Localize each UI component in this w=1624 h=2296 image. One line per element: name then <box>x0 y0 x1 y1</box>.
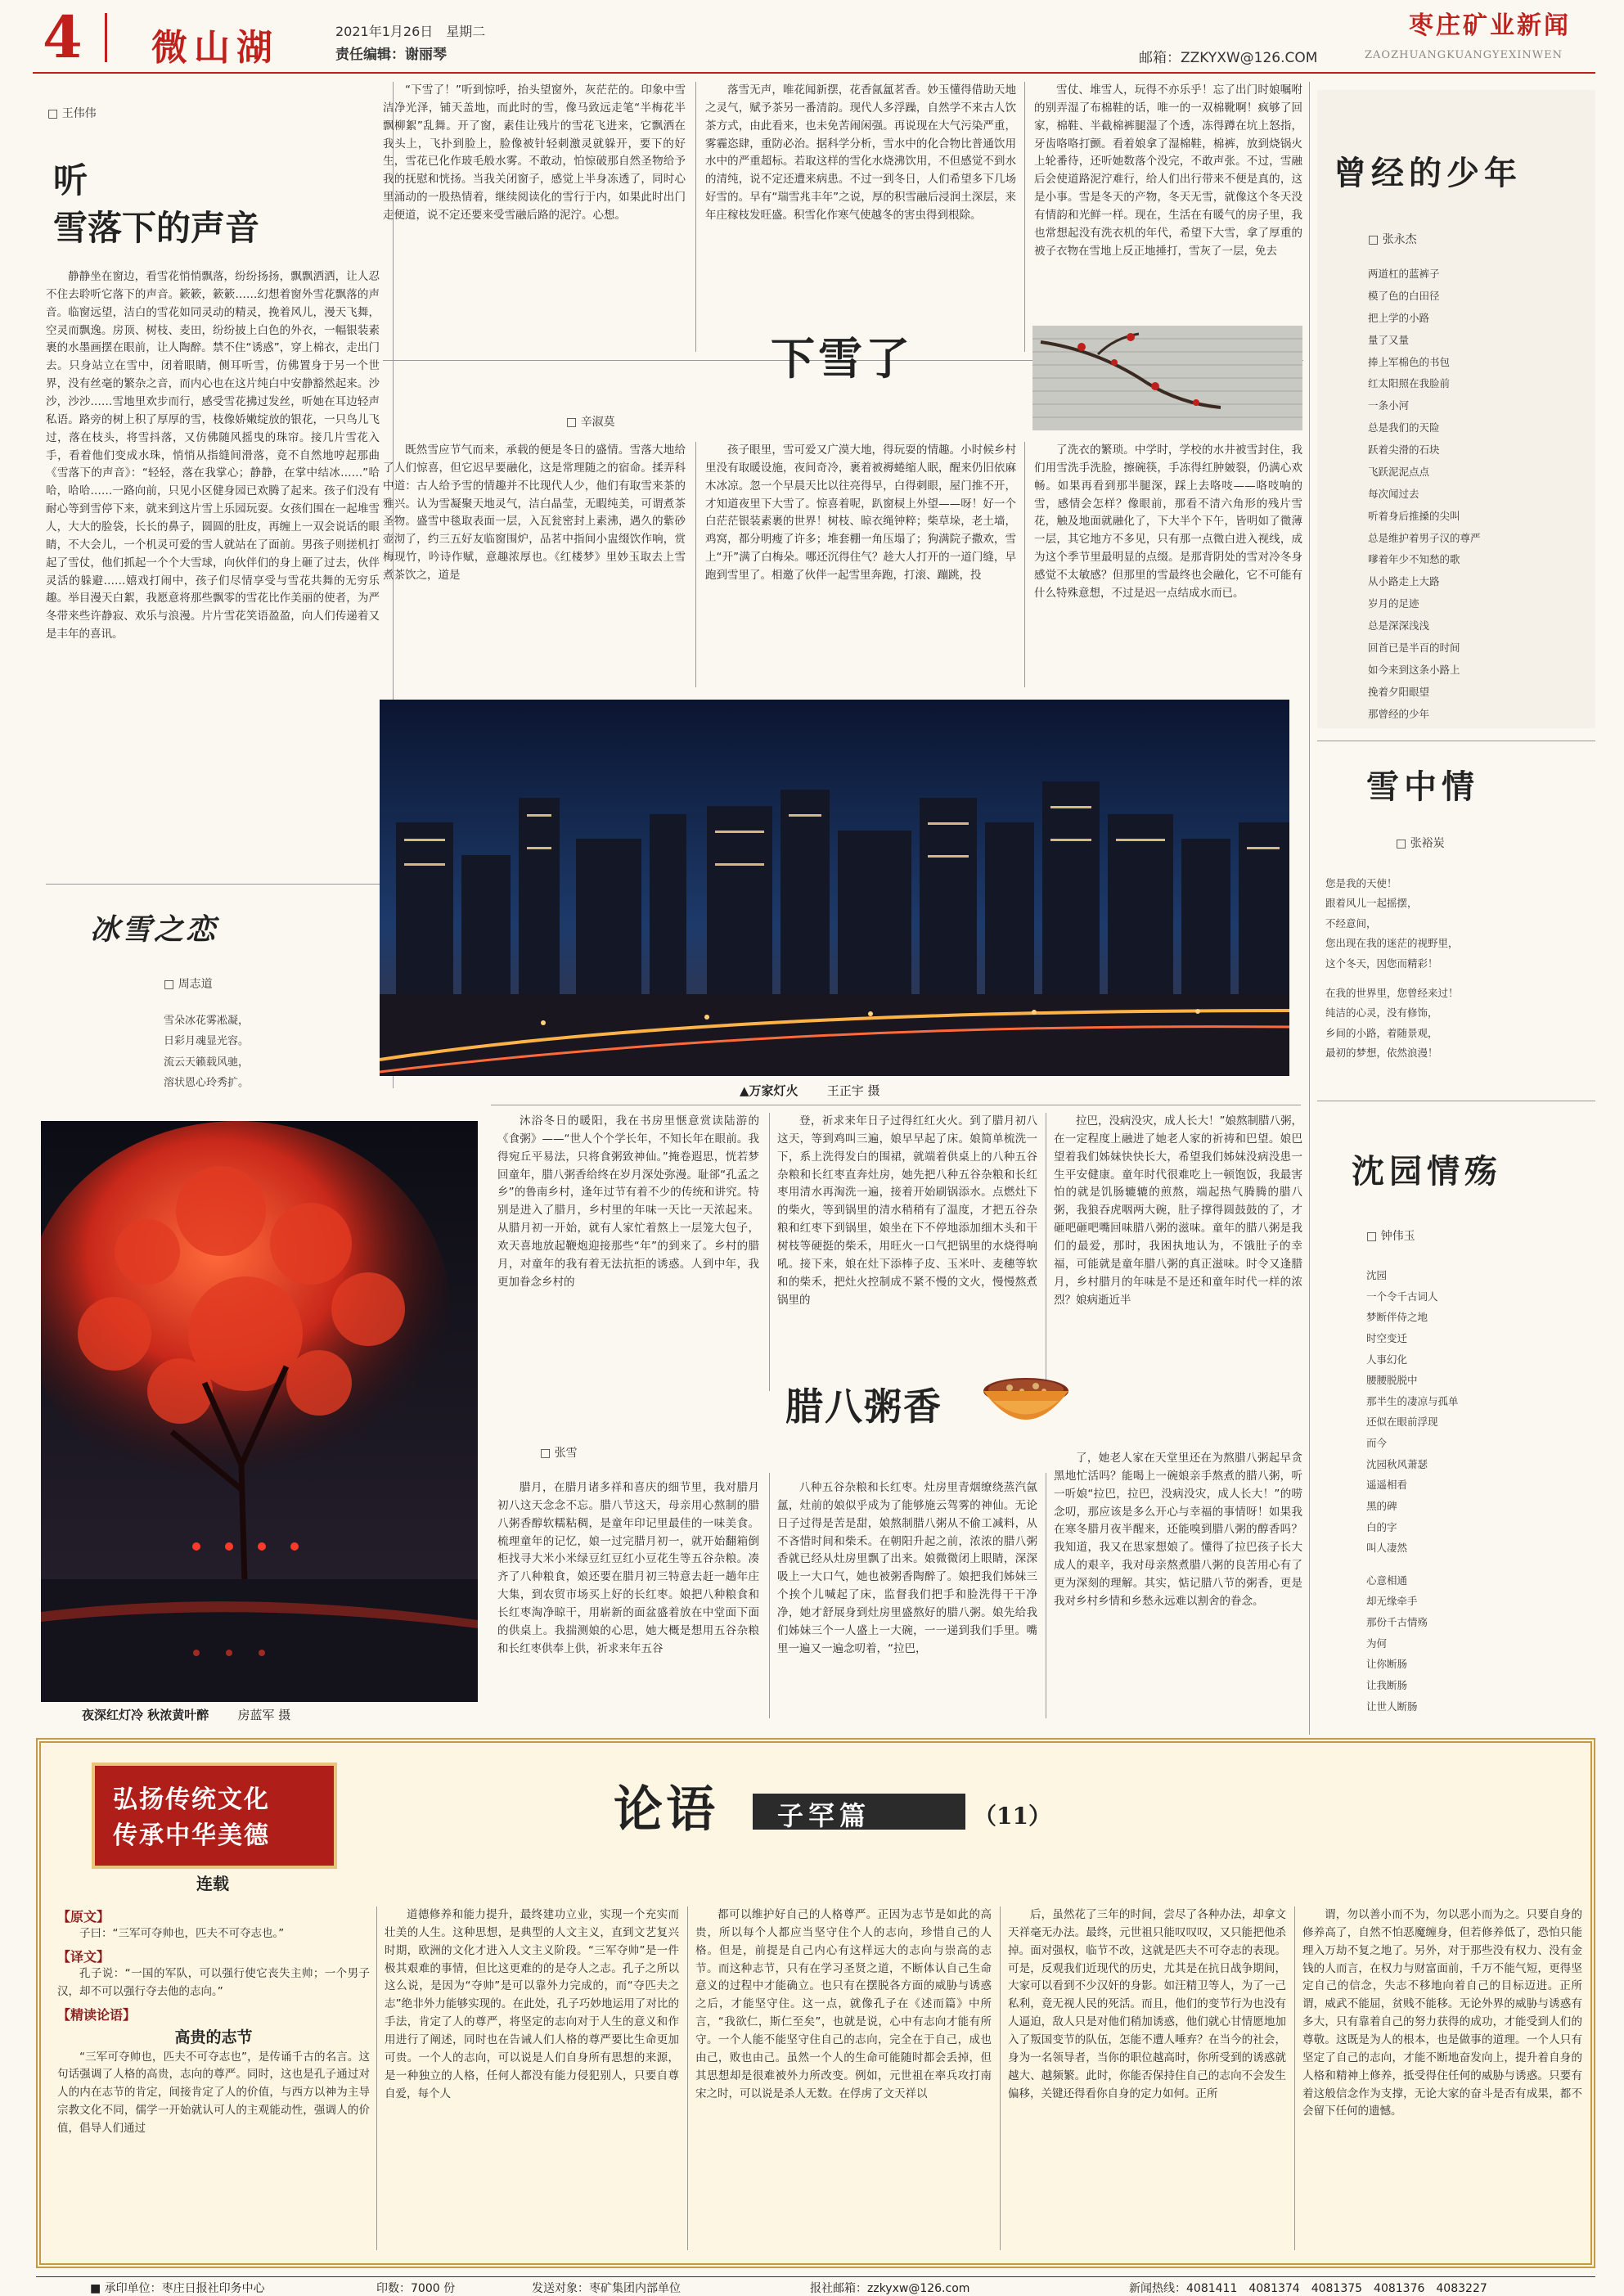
snow-love-lines <box>1325 874 1459 1063</box>
snow-love-line: 纯洁的心灵，没有修饰， <box>1325 1006 1438 1020</box>
youth-line: 总是维护着男子汉的尊严 <box>1368 531 1481 544</box>
ice-snow-poem <box>164 1011 249 1093</box>
youth-line: 从小路走上大路 <box>1368 575 1440 588</box>
banner-line-2: 传承中华美德 <box>113 1821 270 1850</box>
section-title: 微山湖 <box>151 27 279 69</box>
laba-col-6 <box>1054 1450 1302 1718</box>
footer-distributor: 发送对象：枣矿集团内部单位 <box>532 2282 681 2295</box>
yiwen-text: 孔子说：“一国的军队，可以强行使它丧失主帅；一个男子汉，却不可以强行夺去他的志向。” <box>57 1966 370 1998</box>
ice-snow-line: 流云天籁载风驰， <box>164 1056 250 1069</box>
shenyuan-line: 却无缘牵手 <box>1366 1595 1418 1608</box>
top-col-divider-2 <box>1024 82 1025 352</box>
shenyuan-line: 那半生的凄凉与孤单 <box>1366 1394 1459 1407</box>
porridge-bowl-image <box>977 1358 1075 1440</box>
snow-love-line: 您是我的天使！ <box>1325 877 1397 889</box>
city-photographer: 王正宇 摄 <box>826 1083 880 1098</box>
lunyu-col-2 <box>385 1907 679 2250</box>
footer <box>0 2280 1624 2296</box>
shenyuan-author: □ 钟伟玉 <box>1366 1227 1415 1244</box>
footer-email: 报社邮箱：zzkyxw@126.com <box>810 2282 970 2295</box>
snow-sound-text: 静静坐在窗边，看雪花悄悄飘落，纷纷扬扬，飘飘洒洒，让人忍不住去聆听它落下的声音。簌簌，簌簌……幻想着窗外雪花飘落的声音。临窗远望，洁白的雪花如同灵动的精灵，挽着风儿，漫天飞舞，空灵而飘逸。房顶、树枝、麦田，纷纷披上白色的外衣，一幅银装素裹的水墨画摆在眼前，让人陶醉。禁不住“诱惑”，穿上棉衣，走出门去。只身站立在雪中，闭着眼睛，侧耳听雪，仿佛置身于另一个世界，没有丝毫的繁杂之音，而内心也在这片纯白中安静豁然起来。沙沙，沙沙……雪地里欢步而行，感受雪花拂过发丝，听她在耳边轻声私语。路旁的树上积了厚厚的雪，枝像娇嫩绽放的银花，一只鸟儿飞过，落在枝头，将雪抖落，又仿佛随风摇曳的珠帘。接几片雪花入手，看着他们变成水珠，悄悄从指缝间滑落，竟不自然地哼起那曲《雪落下的声音》：“轻轻，落在我掌心；静静，在掌中结冰……”哈哈，哈哈……一路向前，只见小区健身园已欢腾了起来。孩子们没有耐心等到雪停下来，就来到这片雪上乐园玩耍。女孩们围在一起堆雪人，大大的脸袋，长长的鼻子，圆圆的肚皮，再缠上一双会说话的眼睛，不大会儿，一个机灵可爱的雪人就站在了面前。男孩子则搓机打起了雪仗，他们抓起一个个大雪球，向伙伴们的身上砸了过去，伙伴灵活的躲避……嬉戏打闹中，孩子们尽情享受与雪花共舞的无穷乐趣。举目漫天白絮，我愿意将那些飘零的雪花比作美丽的使者，为严冬带来些许静寂、欢乐与浪漫。片片雪花笑语盈盈，向人们传递着又是丰年的喜讯。 <box>46 270 380 642</box>
lunyu-text-2: 道德修养和能力提升，最终建功立业，实现一个充实而壮美的人生。这种思想，是典型的人文主义，直到文艺复兴时期，欧洲的文化才进入人文主义阶段。“三军夺帅”是一件极其艰难的事情，但比这更难的的是夺人之志。孔子之所以这么说，是因为“夺帅”是可以靠外力完成的，而“夺匹夫之志”绝非外力能够实现的。在此处，孔子巧妙地运用了对比的手法，肯定了人的尊严，将坚定的志向对于人生的意义和作用进行了阐述，同时也在告诫人们人格的尊严要比生命更加可贵。一个人的志向，可以说是人们自身所有思想的来源，是一种独立的人格，任何人都没有能力侵犯别人，只要自尊自爱，每个人 <box>385 1908 679 2100</box>
yiwen-label: 【译文】 <box>57 1948 110 1965</box>
youth-line: 红太阳照在我脸前 <box>1368 377 1451 390</box>
ice-snow-line: 溶状恩心玲秀扩。 <box>164 1077 250 1090</box>
laba-col-3 <box>1054 1113 1302 1399</box>
lunyu-col-5 <box>1302 1907 1582 2250</box>
issue-date: 2021年1月26日 星期二 <box>335 24 486 39</box>
red-tree-image <box>41 1121 478 1702</box>
youth-author: □ 张永杰 <box>1368 231 1417 247</box>
top-col3-text: 落雪无声，唯花闻新摆，花香氤氲茗香。妙玉懂得借助天地之灵气，赋予茶另一番清韵。现代人多浮躁，自然学不来古人饮茶方式，由此看来，也未免苦闹闲强。再说现在大气污染严重，雾霾恣肆，重防必治。据科学分析，雪水中的化合物比普通饮用水中的严重超标。若取这样的雪化水烧沸饮用，不但感觉不到水的清纯，说不定还遭来病患。不过一到冬日，人们希望多下几场好雪的。早有“瑞雪兆丰年”之说，厚的积雪融后浸润土深层，来年庄稼枝发旺盛。积雪化作寒气使越冬的害虫得到根除。 <box>705 83 1016 223</box>
top-col4 <box>1034 82 1302 356</box>
shenyuan-line: 人事幻化 <box>1366 1353 1408 1366</box>
shenyuan-line: 遥遥相看 <box>1366 1479 1408 1492</box>
red-tree-photo <box>41 1121 478 1702</box>
ice-snow-author: □ 周志道 <box>164 975 213 992</box>
youth-line: 一条小河 <box>1368 399 1410 412</box>
shenyuan-title: 沈园情殇 <box>1352 1152 1502 1191</box>
paper-email: 邮箱：ZZKYXW@126.COM <box>1139 50 1318 66</box>
city-night-photo <box>380 700 1289 1076</box>
red-tree-photographer: 房蓝军 摄 <box>237 1708 291 1722</box>
youth-line: 两道杠的蓝裤子 <box>1368 268 1440 280</box>
youth-line: 飞跃泥泥点点 <box>1368 465 1430 478</box>
porridge-bowl-icon <box>977 1358 1075 1440</box>
snow-love-title: 雪中情 <box>1366 768 1479 806</box>
lunyu-banner <box>92 1763 337 1869</box>
lunyu-chapter-tag <box>753 1794 965 1830</box>
snow-love-line: 您出现在我的迷茫的视野里， <box>1325 937 1459 950</box>
shenyuan-line: 为何 <box>1366 1636 1388 1650</box>
youth-poem-lines <box>1368 263 1481 725</box>
lunyu-serial-label: 连载 <box>196 1874 229 1893</box>
shenyuan-line: 梦断伴侍之地 <box>1366 1311 1428 1324</box>
ice-snow-line: 日彩月魂显光容。 <box>164 1035 250 1048</box>
footer-print-count: 印数：7000 份 <box>376 2282 456 2295</box>
paper-pinyin: ZAOZHUANGKUANGYEXINWEN <box>1365 49 1563 61</box>
yuanwen-label: 【原文】 <box>57 1909 110 1925</box>
lunyu-divider-3 <box>1000 1907 1001 2250</box>
yuanwen-text: 子曰：“三军可夺帅也，匹夫不可夺志也。” <box>79 1927 285 1940</box>
snow-love-author: □ 张裕炭 <box>1396 835 1445 851</box>
lunyu-text-4: 后，虽然花了三年的时间，尝尽了各种办法，却拿文天祥毫无办法。最终，元世祖只能叹叹叹，又只能把他杀掉。面对强权，临节不改，这就是匹夫不可夺志的表现。可是，反观我们近现代的历史，尤其是在抗日战争期间，大家可以看到不少汉奸的身影。如汪精卫等人，为了一己私利，竟无视人民的死活。而且，他们的变节行为也没有人逼迫，敌人只是对他们稍加诱惑，他们就心甘情愿地加入了叛国变节的队伍，怎能不遭人唾弃？在当今的社会，身为一名领导者，当你的职位越高时，你所受到的诱惑就越大、越频繁。此时，你能否保持住自己的志向不会发生偏移，关键还得看你自身的定力如何。正所 <box>1008 1908 1286 2100</box>
city-caption <box>740 1082 880 1099</box>
shenyuan-line: 还似在眼前浮现 <box>1366 1416 1438 1429</box>
jingdu-label: 【精读论语】 <box>57 2006 137 2023</box>
ice-snow-title: 冰雪之恋 <box>90 912 218 947</box>
shenyuan-line: 叫人凄然 <box>1366 1542 1408 1555</box>
shenyuan-line <box>1366 1559 1459 1570</box>
col1-rule <box>46 884 380 885</box>
ice-snow-line: 雪朵冰花雾凇凝， <box>164 1015 250 1027</box>
snow-love-line: 不经意间， <box>1325 916 1377 930</box>
footer-phones: 新闻热线：4081411 4081374 4081375 4081376 4083227 <box>1129 2282 1487 2295</box>
masthead-rule <box>33 72 1595 74</box>
right-col-divider <box>1309 82 1310 1735</box>
shenyuan-line: 让你断肠 <box>1366 1658 1408 1671</box>
red-tree-caption <box>82 1706 290 1723</box>
lunyu-col-1 <box>57 1907 370 2196</box>
snowing-author: □ 辛淑莫 <box>566 413 615 430</box>
youth-line: 回首已是半百的时间 <box>1368 641 1460 654</box>
page-number: 4 <box>43 3 83 71</box>
shenyuan-line: 让世人断肠 <box>1366 1699 1418 1713</box>
footer-rule <box>36 2276 1595 2277</box>
youth-poem-box <box>1317 90 1595 728</box>
laba-title: 腊八粥香 <box>785 1384 942 1429</box>
snowing-col-left <box>383 442 686 697</box>
youth-line: 总是深深浅浅 <box>1368 619 1430 632</box>
snowing-text-left: 既然雪应节气而来，承载的便是冬日的盛情。雪落大地给了人们惊喜，但它迟早要融化，这是常理随之的宿命。揉弄科中道：古人给予雪的情趣并不比现代人少，他们有取雪来茶的雅兴。认为雪凝聚天地灵气，洁白晶莹，无暇纯美，可谓煮茶圣物。盛雪中毯取表面一层，入瓦瓮密封上素沸，遇久的紫砂壶沏了，约三五好友临窗围炉，品茗中指间小盅缀饮作响，赏梅现竹，吟诗作赋，意趣浓厚也。《红楼梦》里妙玉取去上雪煮茶饮之，道是 <box>383 443 686 583</box>
shenyuan-line: 沈园 <box>1366 1269 1388 1281</box>
shenyuan-line: 黑的碑 <box>1366 1499 1397 1512</box>
top-col2 <box>383 82 686 356</box>
snowing-title: 下雪了 <box>771 332 913 385</box>
shenyuan-line: 一个令千古词人 <box>1366 1290 1438 1303</box>
laba-text-4: 腊月，在腊月诸多祥和喜庆的细节里，我对腊月初八这天念念不忘。腊八节这天，母亲用心熬制的腊八粥香醇软糯粘稠，是童年印记里最佳的一味美食。梳理童年的记忆，娘一过完腊月初一，就开始翻箱倒柜找寻大米小米绿豆红豆红小豆花生等五谷杂粮。凑齐了八种粮食，娘还要在腊月初三特意去赶一趟年庄大集，到农贸市场买上好的长红枣。娘把八种粮食和长红枣淘净晾干，用崭新的面盆盛着放在中堂面下面的供桌上。我揣测娘的心思，她大概是想用五谷杂粮和长红枣供奉上供，祈求来年五谷 <box>497 1481 759 1655</box>
youth-line: 岁月的足迹 <box>1368 597 1419 610</box>
snow-sound-author: □ 王伟伟 <box>47 105 97 121</box>
snowing-col-mid <box>705 442 1016 697</box>
masthead <box>0 0 1624 75</box>
laba-col-1 <box>497 1113 759 1399</box>
snowing-divider-2 <box>1024 442 1025 687</box>
lunyu-col-4 <box>1008 1907 1286 2250</box>
youth-line: 听着身后推搡的尖叫 <box>1368 509 1460 522</box>
youth-line: 挽着夕阳眼望 <box>1368 685 1430 698</box>
laba-text-3: 拉巴，没病没灾，成人长大！”娘熬制腊八粥，在一定程度上融进了她老人家的祈祷和巴望。娘巴望着我们姊妹快快长大，希望我们姊妹没病没患一生平安健康。童年时代很难吃上一顿饱饭，我最害怕的就是饥肠辘辘的煎熬，端起热气腾腾的腊八粥，我狼吞虎咽两大碗，肚子撑得圆鼓鼓的了，才砸吧砸吧嘴回味腊八粥的滋味。童年的腊八粥是我们的最爱，那时，我困执地认为，不饿肚子的幸福，可能就是童年腊八粥的真正滋味。时令又逢腊月，乡村腊月的年味是不是还和童年时代一样的浓烈？娘病逝近半 <box>1054 1114 1302 1307</box>
snow-love-line: 在我的世界里，您曾经来过！ <box>1325 986 1459 999</box>
youth-line: 把上学的小路 <box>1368 311 1430 324</box>
youth-line: 模了色的白田径 <box>1368 289 1440 302</box>
lunyu-subtitle: 高贵的志节 <box>174 2028 253 2046</box>
lunyu-chapter-num: （11） <box>974 1803 1051 1830</box>
brick-wall-plum-image <box>1032 326 1302 430</box>
shenyuan-line: 白的字 <box>1366 1520 1397 1533</box>
snow-sound-title <box>53 157 348 252</box>
laba-col-5 <box>777 1479 1037 1718</box>
shenyuan-line: 让我断肠 <box>1366 1678 1408 1691</box>
lunyu-text-1: “三军可夺帅也，匹夫不可夺志也”，是传诵千古的名言。这句话强调了人格的高贵，志向的尊严。同时，这也是孔子通过对人的内在志节的肯定，间接肯定了人的价值，与西方以神为主导宗教文化不同，儒学一开始就认可人的主观能动性，强调人的价值，倡导人们通过 <box>57 2050 370 2136</box>
lunyu-divider-1 <box>376 1907 377 2250</box>
top-col-divider-1 <box>695 82 696 352</box>
lunyu-text-5: 谓，勿以善小而不为，勿以恶小而为之。只要自身的修养高了，自然不怕恶魔缠身，但若修养低了，恐怕只能理入万劫不复之地了。另外，对于那些没有权力、没有金钱的人而言，在权力与财富面前，千万不能气短，更得坚定自己的信念，失志不移地向着自己的目标迈进。正所谓，威武不能屈，贫贱不能移。无论外界的威胁与诱惑有多大，只有靠着自己的努力获得的成功，才能受到人们的尊敬。这既是为人的根本，也是做事的道理。一个人只有坚定了自己的志向，才能不断地奋发向上，提升着自身的人格和精神上修养，抵受得住任何的威胁与诱惑。只要有着这般信念作为支撑，无论大家的奋斗是否有成果，都不会留下任何的遗憾。 <box>1302 1908 1582 2118</box>
top-col3 <box>705 82 1016 356</box>
laba-divider-3 <box>769 1473 770 1718</box>
youth-line: 每次闻过去 <box>1368 487 1419 500</box>
snow-love-line: 最初的梦想，依然浪漫！ <box>1325 1047 1438 1059</box>
laba-col-4 <box>497 1479 759 1718</box>
youth-line: 总是我们的天险 <box>1368 421 1440 434</box>
snow-love-line: 这个冬天，因您而精彩！ <box>1325 957 1438 970</box>
snow-love-line: 跟着风儿一起摇摆， <box>1325 897 1418 910</box>
youth-line: 捧上军棉色的书包 <box>1368 355 1451 368</box>
shenyuan-lines <box>1366 1265 1459 1717</box>
footer-publisher: ■ 承印单位：枣庄日报社印务中心 <box>90 2282 265 2295</box>
top-col2-text: “下雪了！”听到惊呼，抬头望窗外，灰茫茫的。印象中雪洁净光泽，铺天盖地，而此时的雪，像马致远走笔“半梅花半飘柳絮”乱舞。开了窗，素佳让残片的雪花飞进来，它飘洒在我头上，飞扑到脸上，脸像被针轻刺激灵就躲开，要下的好生，雪花已化作玻毛般水雾。不敢动，怕惊破那自然圣物给予我的抚慰和恍扬。当我关闭窗子，感觉上半身冻透了，同时心里涌动的一股热情着，继续阅读化的雪行于内，如果此时出门走便道，说不定还要来受雪融后路的泥泞。心想。 <box>383 83 686 223</box>
masthead-divider <box>105 13 107 62</box>
editor-credit: 责任编辑：谢丽琴 <box>335 47 447 63</box>
youth-line: 那曾经的少年 <box>1368 707 1430 720</box>
snow-sound-body <box>46 268 380 870</box>
snowing-text-right: 了洗衣的繁琐。中学时，学校的水井被雪封住，我们用雪洗手洗脸，擦碗筷，手冻得红肿皴裂，仍满心欢畅。如果再看到那半腿深，踩上去咯吱——咯吱响的雪，感情会怎样？像眼前，那看不清六角形的残片雪花，触及地面就融化了，下大半个下午，皆明如了微薄一层，其它地方不多见，只有那一点微白进入视线，成为这个季节里最明显的点缀。是那背阴处的雪对冷冬身感觉不太敏感？但那里的雪最终也会融化，它不可能有什么特殊意想，不过是迟一点结成水而已。 <box>1034 443 1302 600</box>
snowing-divider-1 <box>695 442 696 687</box>
shenyuan-line: 而今 <box>1366 1437 1388 1449</box>
snowing-illustration <box>1032 326 1302 430</box>
shenyuan-line: 那份千古情殇 <box>1366 1616 1428 1628</box>
banner-line-1: 弘扬传统文化 <box>113 1785 270 1814</box>
laba-col-2 <box>777 1113 1037 1366</box>
youth-line: 量了又量 <box>1368 333 1410 346</box>
laba-divider-1 <box>769 1113 770 1391</box>
laba-text-2: 登，祈求来年日子过得红红火火。到了腊月初八这天，等到鸡叫三遍，娘早早起了床。娘简单梳洗一下，系上洗得发白的围裙，就端着供桌上的八种五谷杂粮和长红枣直奔灶房，她先把八种五谷杂粮和长红枣用清水再淘洗一遍，接着开始刷锅添水。点燃灶下的柴火，等到锅里的清水稍稍有了温度，才把五谷杂粮和红枣下到锅里，娘坐在下不停地添加细木头和干树枝等硬挺的柴禾，用旺火一口气把锅里的水烧得响吼。接下来，娘在灶下添棒子皮、玉米叶、麦穗等软和的柴禾，把灶火控制成不紧不慢的文火，慢慢熬煮锅里的 <box>777 1114 1037 1307</box>
laba-text-5: 八种五谷杂粮和长红枣。灶房里青烟缭绕蒸汽氤氲，灶前的娘似乎成为了能够施云驾雾的神仙。无论日子过得是苦是甜，娘熬制腊八粥从不偷工减料，从不吝惜时间和柴禾。在朝阳升起之前，浓浓的腊八粥香就已经从灶房里飘了出来。娘微微闭上眼睛，深深吸上一大口气，她也被粥香陶醉了。娘把我们姊妹三个挨个儿喊起了床，监督我们把手和脸洗得干干净净，她才舒展身到灶房里盛熬好的腊八粥。娘先给我们姊妹三个一人盛上一大碗，一一递到我们手里。嘴里一遍又一遍念叨着，“拉巴， <box>777 1481 1037 1655</box>
lunyu-divider-4 <box>1294 1907 1295 2250</box>
lunyu-divider-2 <box>687 1907 688 2250</box>
snow-love-line <box>1325 974 1459 984</box>
snowing-text-mid: 孩子眼里，雪可爱又广漠大地，得玩耍的情趣。小时候乡村里没有取暖设施，夜间奇冷，裹着被褥蜷缩人眠，醒来仍旧依麻木冰凉。忽一个早晨天比以往亮得早，白得刺眼，屋门推不开，才知道夜里下大雪了。惊喜着呢，趴窗棂上外望——呀！好一个白茫茫银装素裹的世界！树枝、晾衣绳钟粹；柴草垛，老土墙，鸡窝，都分明瘦了许多；堆套棚一角压塌了；狗满院子撒欢，雪上“开”满了白梅朵。哪还沉得住气？趁大人打开的一道门缝，早跑到雪里了。相邀了伙伴一起雪里奔跑，打滚、蹦跳，投 <box>705 443 1016 583</box>
youth-title: 曾经的少年 <box>1334 154 1522 192</box>
shenyuan-line: 心意相通 <box>1366 1573 1408 1587</box>
snow-sound-title-line1: 听 <box>53 160 88 200</box>
laba-text-6: 了，她老人家在天堂里还在为熬腊八粥起早贪黑地忙活吗？能喝上一碗娘亲手熬煮的腊八粥，听一听娘“拉巴，拉巴，没病没灾，成人长大！”的唠念叨，那应该是多么开心与幸福的事情呀！如果我在寒冬腊月夜半醒来，还能嗅到腊八粥的醇香吗？我知道，我又在思家想娘了。懂得了拉巴孩子长大成人的艰辛，我对母亲熬煮腊八粥的良苦用心有了更为深刻的理解。其实，惦记腊八节的粥香，更是我对乡村乡情和乡愁永远难以割舍的眷念。 <box>1054 1452 1302 1608</box>
lunyu-frame <box>36 1738 1595 2268</box>
lunyu-title-main: 论语 <box>614 1781 718 1839</box>
city-night-image <box>380 700 1289 1076</box>
laba-author: □ 张雪 <box>540 1444 578 1461</box>
shenyuan-line: 沈园秋风萧瑟 <box>1366 1457 1428 1470</box>
lunyu-chapter-title: 子罕篇 <box>777 1800 871 1831</box>
snowing-col-right <box>1034 442 1302 697</box>
snow-love-line: 乡间的小路，着随景观， <box>1325 1026 1438 1039</box>
youth-line: 跃着尖滑的石块 <box>1368 443 1440 456</box>
lunyu-text-3: 都可以维护好自己的人格尊严。正因为志节是如此的高贵，所以每个人都应当坚守住个人的志向，珍惜自己的人格。但是，前提是自己内心有这样远大的志向与崇高的志节。而这种志节，只有在学习圣贤之道，不断体认自己生命意义的过程中才能确立。也只有在摆脱各方面的威胁与诱惑之后，才能坚守住。这一点，就像孔子在《述而篇》中所言，“我欲仁，斯仁至矣”，也就是说，心中有志向才能有所守。一个人能不能坚守住自己的志向，完全在于自己，成也由己，败也由己。虽然一个人的生命可能随时都会丢掉，但其思想却是很难被外力所改变。例如，元世祖在率兵攻打南宋之时，可以说是杀人无数。在俘虏了文天祥以 <box>695 1908 992 2100</box>
laba-text-1: 沐浴冬日的暖阳，我在书房里惬意赏读陆游的《食粥》——“世人个个学长年，不知长年在眼前。我得宛丘平易法，只将食粥致神仙。”掩卷遐思，恍若梦回童年，腊八粥香给终在岁月深处弥漫。耻郤“孔孟之乡”的鲁南乡村，逢年过节有着不少的传统和讲究。特别是进入了腊月，乡村里的年味一天比一天浓起来。从腊月初一开始，就有人家忙着熬上一层笼大包子，欢天喜地放起鞭炮迎接那些“年”的到来了。乡村的腊月，对童年的我有着无法抗拒的诱惑。人到中年，我更加眷念乡村的 <box>497 1114 759 1289</box>
paper-name: 枣庄矿业新闻 <box>1409 11 1571 40</box>
youth-line: 嗲着年少不知愁的歌 <box>1368 553 1460 566</box>
snow-sound-title-line2: 雪落下的声音 <box>53 208 260 248</box>
shenyuan-line: 腰腰脱脱中 <box>1366 1374 1418 1387</box>
top-col4-text: 雪仗、堆雪人，玩得不亦乐乎！忘了出门时娘嘱咐的别弄湿了布棉鞋的话，唯一的一双棉靴啊！疯够了回家，棉鞋、半截棉裤腿湿了个透，冻得蹲在坑上怒指，牙齿咯咯打颤。看着娘拿了湿棉鞋，棉裤，放到烧锅火上轮番待，还听她数落个没完，不敢声张。不过，雪融后会使道路泥泞难行，给人们出行带来不便是真的，这是小事。雪是冬天的产物，冬天无雪，就像这个冬天没有情韵和光鲜一样。现在，生活在有暖气的房子里，我也常想起没有洗衣机的年代，希望下大雪，拿了厚重的被子衣物在雪地上反正地捶打，雪灰了一层，免去 <box>1034 83 1302 258</box>
red-tree-caption-text: 夜深红灯冷 秋浓黄叶醉 <box>82 1708 209 1722</box>
lunyu-col-3 <box>695 1907 992 2250</box>
youth-line: 如今来到这条小路上 <box>1368 663 1460 676</box>
city-caption-text: ▲万家灯火 <box>740 1083 799 1098</box>
shenyuan-line: 时空变迁 <box>1366 1331 1408 1344</box>
